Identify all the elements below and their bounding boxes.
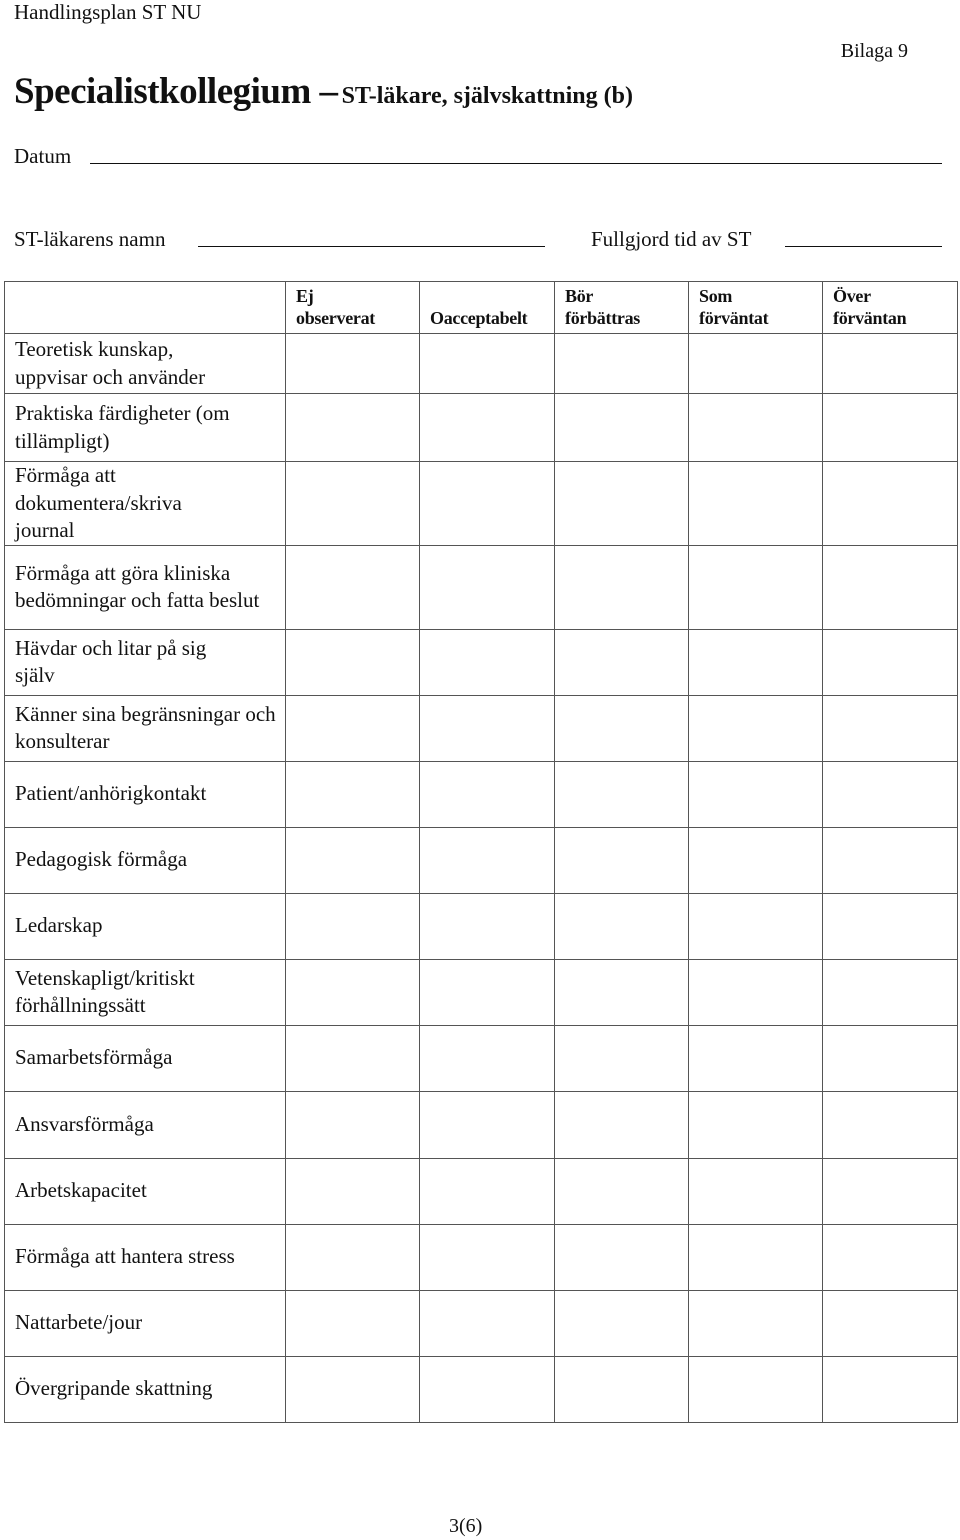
criterion-text: Praktiska färdigheter (om tillämpligt) [15, 401, 230, 453]
rating-cell[interactable] [689, 629, 823, 695]
completed-label: Fullgjord tid av ST [591, 227, 752, 251]
name-field[interactable] [198, 246, 545, 247]
rating-cell[interactable] [420, 1158, 555, 1224]
rating-cell[interactable] [555, 761, 689, 827]
table-row [5, 462, 958, 546]
criterion-label [5, 761, 286, 827]
rating-cell[interactable] [286, 1224, 420, 1290]
rating-cell[interactable] [689, 893, 823, 959]
criterion-text: Hävdar och litar på sig själv [15, 635, 207, 687]
rating-cell[interactable] [420, 959, 555, 1025]
rating-cell[interactable] [420, 1290, 555, 1356]
rating-cell[interactable] [555, 1224, 689, 1290]
rating-cell[interactable] [823, 629, 958, 695]
table-row [5, 761, 958, 827]
rating-cell[interactable] [823, 394, 958, 462]
rating-cell[interactable] [420, 1025, 555, 1091]
rating-cell[interactable] [823, 545, 958, 629]
rating-cell[interactable] [689, 695, 823, 761]
rating-cell[interactable] [286, 1158, 420, 1224]
column-header [823, 282, 958, 334]
rating-cell[interactable] [555, 1091, 689, 1158]
rating-cell[interactable] [286, 959, 420, 1025]
table-row [5, 1025, 958, 1091]
criterion-label [5, 827, 286, 893]
rating-cell[interactable] [689, 394, 823, 462]
criterion-label [5, 462, 286, 546]
table-row [5, 629, 958, 695]
rating-cell[interactable] [420, 827, 555, 893]
table-row [5, 695, 958, 761]
criterion-text: Pedagogisk förmåga [15, 847, 188, 872]
rating-cell[interactable] [823, 695, 958, 761]
rating-cell[interactable] [286, 1025, 420, 1091]
criterion-label [5, 1091, 286, 1158]
name-label: ST-läkarens namn [14, 227, 166, 251]
page-title [14, 70, 633, 113]
rating-cell[interactable] [555, 1025, 689, 1091]
column-header-label: Ej observerat [296, 286, 375, 328]
rating-cell[interactable] [286, 545, 420, 629]
rating-cell[interactable] [689, 827, 823, 893]
attachment-label: Bilaga 9 [840, 40, 908, 62]
rating-cell[interactable] [286, 1091, 420, 1158]
table-row [5, 545, 958, 629]
rating-cell[interactable] [555, 1158, 689, 1224]
rating-cell[interactable] [555, 827, 689, 893]
criterion-label [5, 893, 286, 959]
rating-cell[interactable] [420, 462, 555, 546]
rating-cell[interactable] [420, 695, 555, 761]
rating-cell[interactable] [689, 334, 823, 394]
rating-cell[interactable] [823, 1224, 958, 1290]
rating-cell[interactable] [823, 959, 958, 1025]
title-sub: ST-läkare, självskattning (b) [341, 83, 633, 109]
table-row [5, 1091, 958, 1158]
rating-cell[interactable] [689, 1091, 823, 1158]
rating-cell[interactable] [823, 1091, 958, 1158]
table-row [5, 893, 958, 959]
rating-cell[interactable] [555, 545, 689, 629]
rating-cell[interactable] [420, 629, 555, 695]
rating-cell[interactable] [823, 893, 958, 959]
rating-cell[interactable] [689, 545, 823, 629]
rating-cell[interactable] [286, 761, 420, 827]
rating-cell[interactable] [555, 394, 689, 462]
criterion-label [5, 959, 286, 1025]
criterion-text: Patient/anhörigkontakt [15, 781, 207, 806]
criterion-label [5, 334, 286, 394]
table-header-row [5, 282, 958, 334]
date-label: Datum [14, 144, 72, 168]
rating-cell[interactable] [689, 1025, 823, 1091]
criterion-label [5, 545, 286, 629]
table-row [5, 959, 958, 1025]
criterion-text: Förmåga att hantera stress [15, 1244, 235, 1269]
rating-cell[interactable] [823, 1356, 958, 1422]
rating-cell[interactable] [420, 893, 555, 959]
rating-cell[interactable] [555, 893, 689, 959]
criterion-label [5, 1356, 286, 1422]
criterion-text: Förmåga att göra kliniska bedömningar och fatta beslut [15, 560, 260, 612]
date-field[interactable] [90, 163, 942, 164]
table-row [5, 394, 958, 462]
criterion-label [5, 1290, 286, 1356]
criterion-label [5, 629, 286, 695]
table-row [5, 1290, 958, 1356]
table-row [5, 1224, 958, 1290]
rating-cell[interactable] [555, 695, 689, 761]
rating-cell[interactable] [286, 629, 420, 695]
rating-cell[interactable] [823, 462, 958, 546]
criterion-text: Ledarskap [15, 913, 103, 938]
running-header: Handlingsplan ST NU [14, 0, 202, 24]
rating-cell[interactable] [689, 1356, 823, 1422]
title-main: Specialistkollegium – [14, 71, 338, 112]
page-number: 3(6) [449, 1515, 483, 1537]
criterion-label [5, 394, 286, 462]
rating-cell[interactable] [420, 761, 555, 827]
criterion-text: Ansvarsförmåga [15, 1111, 154, 1136]
rating-cell[interactable] [689, 1290, 823, 1356]
column-header: Oacceptabelt [420, 282, 555, 334]
criterion-text: Övergripande skattning [15, 1376, 213, 1401]
rating-cell[interactable] [823, 1290, 958, 1356]
criterion-label [5, 1025, 286, 1091]
rating-cell[interactable] [555, 334, 689, 394]
header-blank [5, 282, 286, 334]
rating-cell[interactable] [420, 1224, 555, 1290]
rating-cell[interactable] [689, 761, 823, 827]
rating-cell[interactable] [286, 893, 420, 959]
rating-cell[interactable] [823, 1025, 958, 1091]
criterion-text: Nattarbete/jour [15, 1310, 143, 1335]
criterion-text: Förmåga att dokumentera/skriva journal [15, 463, 182, 542]
criterion-text: Vetenskapligt/kritiskt förhållningssätt [15, 965, 195, 1017]
column-header [689, 282, 823, 334]
criterion-text: Teoretisk kunskap, uppvisar och använder [15, 337, 206, 389]
column-header [286, 282, 420, 334]
rating-cell[interactable] [420, 394, 555, 462]
rating-cell[interactable] [689, 1224, 823, 1290]
rating-cell[interactable] [420, 545, 555, 629]
rating-cell[interactable] [420, 334, 555, 394]
rating-cell[interactable] [555, 959, 689, 1025]
completed-field[interactable] [785, 246, 942, 247]
rating-cell[interactable] [689, 1158, 823, 1224]
rating-cell[interactable] [555, 629, 689, 695]
rating-cell[interactable] [689, 959, 823, 1025]
criterion-text: Känner sina begränsningar och konsulterar [15, 701, 276, 753]
table-row [5, 334, 958, 394]
rating-cell[interactable] [823, 334, 958, 394]
rating-cell[interactable] [823, 1158, 958, 1224]
rating-cell[interactable] [286, 695, 420, 761]
column-header-label: Som förväntat [699, 286, 769, 328]
rating-cell[interactable] [286, 1290, 420, 1356]
table-row [5, 827, 958, 893]
criterion-text: Samarbetsförmåga [15, 1045, 173, 1070]
rating-cell[interactable] [286, 462, 420, 546]
table-row [5, 1158, 958, 1224]
assessment-table [4, 281, 958, 1423]
column-header-label: Bör förbättras [565, 286, 640, 328]
rating-cell[interactable] [420, 1091, 555, 1158]
rating-cell[interactable] [555, 1290, 689, 1356]
criterion-label [5, 1224, 286, 1290]
rating-cell[interactable] [420, 1356, 555, 1422]
table-row [5, 1356, 958, 1422]
criterion-label [5, 695, 286, 761]
criterion-label [5, 1158, 286, 1224]
criterion-text: Arbetskapacitet [15, 1178, 147, 1203]
rating-cell[interactable] [286, 1356, 420, 1422]
rating-cell[interactable] [286, 334, 420, 394]
column-header-label: Över förväntan [833, 286, 907, 328]
rating-cell[interactable] [823, 827, 958, 893]
rating-cell[interactable] [286, 394, 420, 462]
rating-cell[interactable] [689, 462, 823, 546]
column-header [555, 282, 689, 334]
rating-cell[interactable] [555, 1356, 689, 1422]
rating-cell[interactable] [286, 827, 420, 893]
rating-cell[interactable] [555, 462, 689, 546]
rating-cell[interactable] [823, 761, 958, 827]
